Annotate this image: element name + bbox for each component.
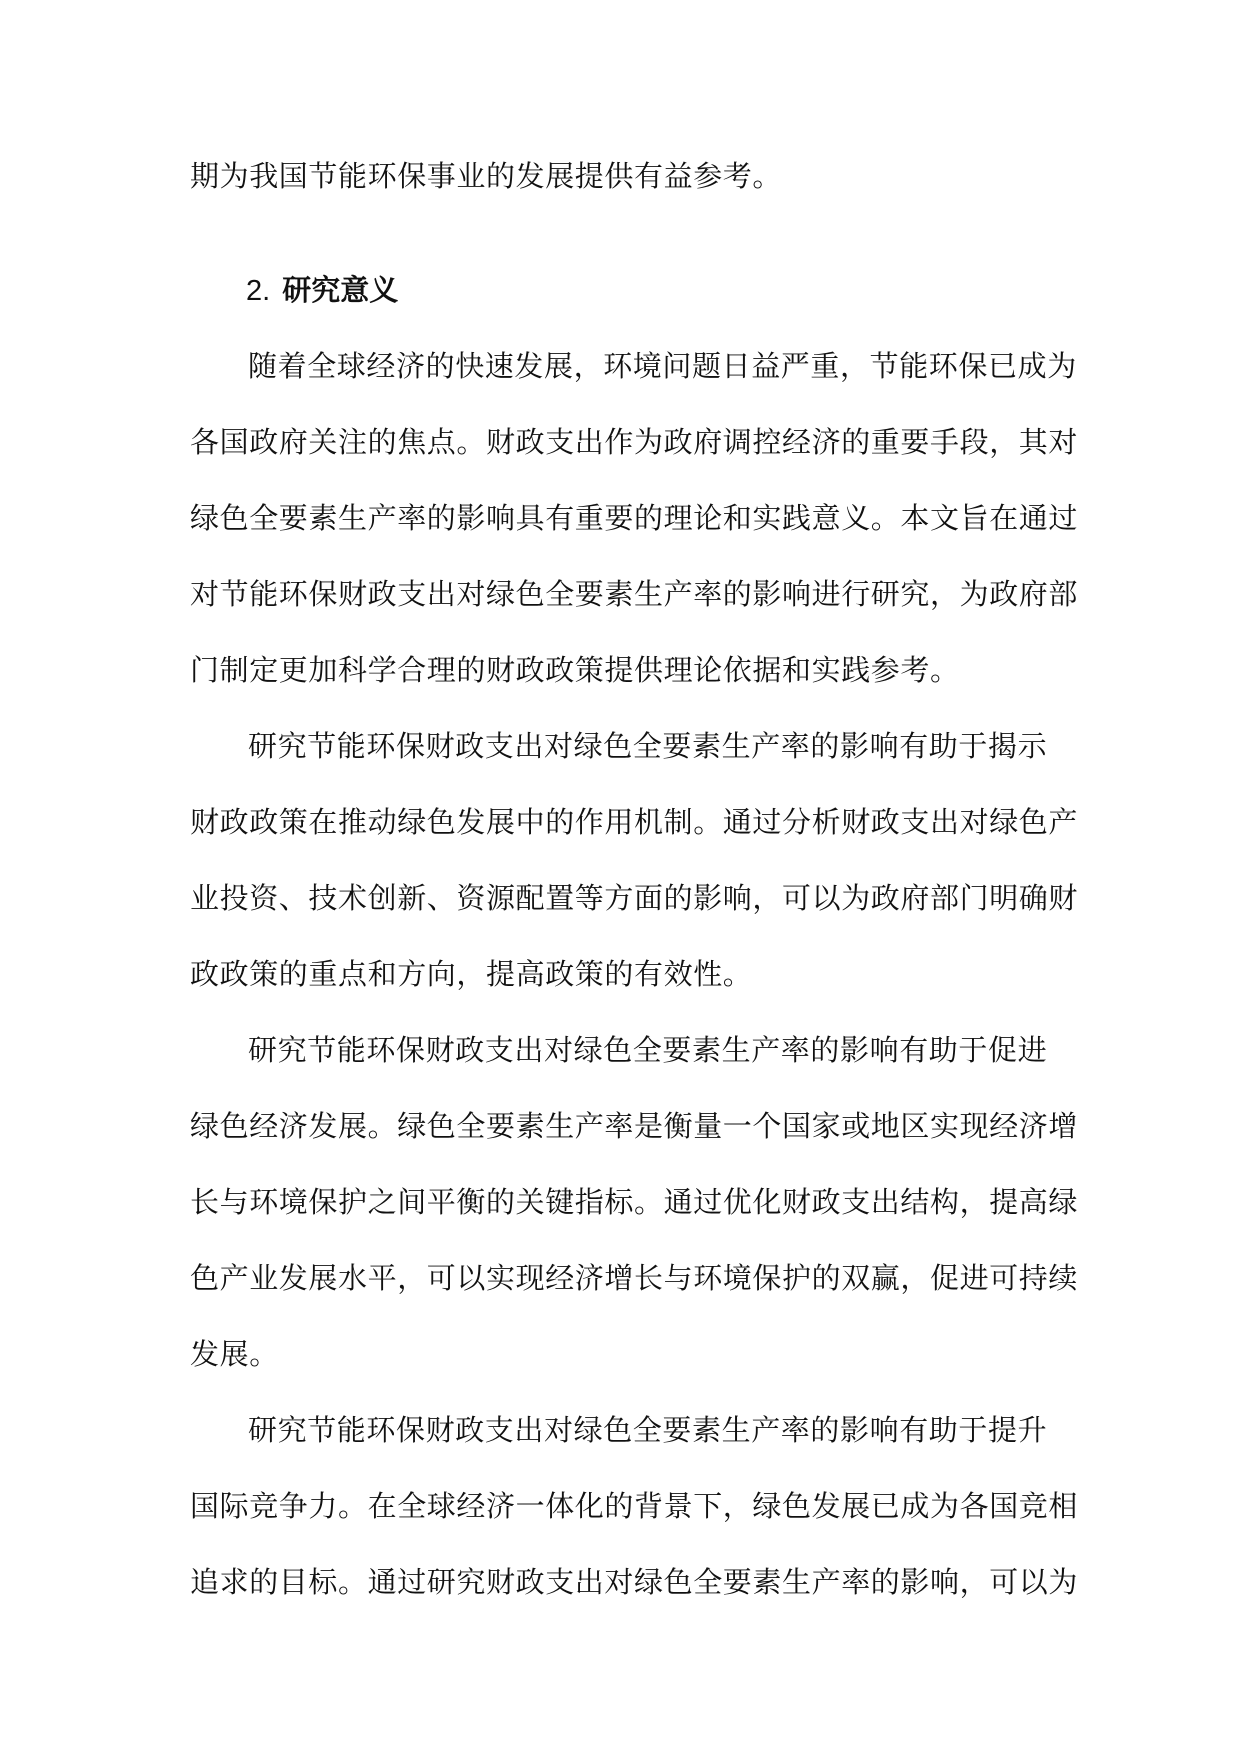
paragraph-4 (190, 1392, 1079, 1620)
paragraph-line: 对节能环保财政支出对绿色全要素生产率的影响进行研究，为政府部 (190, 577, 1079, 611)
paragraph-line: 绿色经济发展。绿色全要素生产率是衡量一个国家或地区实现经济增 (190, 1109, 1079, 1143)
paragraph-line: 财政政策在推动绿色发展中的作用机制。通过分析财政支出对绿色产 (190, 805, 1079, 839)
paragraph-1 (190, 328, 1079, 708)
paragraph-line: 发展。 (190, 1337, 279, 1371)
section-heading (190, 252, 1050, 328)
paragraph-line: 研究节能环保财政支出对绿色全要素生产率的影响有助于揭示 (248, 729, 1048, 763)
paragraph-line: 绿色全要素生产率的影响具有重要的理论和实践意义。本文旨在通过 (190, 501, 1079, 535)
paragraph-line: 色产业发展水平，可以实现经济增长与环境保护的双赢，促进可持续 (190, 1261, 1079, 1295)
paragraph-3 (190, 1012, 1079, 1392)
paragraph-line: 追求的目标。通过研究财政支出对绿色全要素生产率的影响，可以为 (190, 1565, 1079, 1599)
paragraph-line: 门制定更加科学合理的财政政策提供理论依据和实践参考。 (190, 653, 960, 687)
paragraph-line: 各国政府关注的焦点。财政支出作为政府调控经济的重要手段，其对 (190, 425, 1079, 459)
paragraph-line: 研究节能环保财政支出对绿色全要素生产率的影响有助于促进 (248, 1033, 1048, 1067)
spacer (190, 214, 1050, 252)
paragraph-line: 研究节能环保财政支出对绿色全要素生产率的影响有助于提升 (248, 1413, 1048, 1447)
section-title: 研究意义 (282, 273, 399, 307)
paragraph-line: 国际竞争力。在全球经济一体化的背景下，绿色发展已成为各国竞相 (190, 1489, 1079, 1523)
carryover-line: 期为我国节能环保事业的发展提供有益参考。 (190, 159, 783, 193)
document-page (190, 138, 1079, 1620)
paragraph-line: 业投资、技术创新、资源配置等方面的影响，可以为政府部门明确财 (190, 881, 1079, 915)
section-number: 2. (246, 275, 271, 307)
paragraph-line: 随着全球经济的快速发展，环境问题日益严重，节能环保已成为 (248, 349, 1077, 383)
paragraph-line: 政政策的重点和方向，提高政策的有效性。 (190, 957, 753, 991)
paragraph-line: 长与环境保护之间平衡的关键指标。通过优化财政支出结构，提高绿 (190, 1185, 1079, 1219)
paragraph-2 (190, 708, 1079, 1012)
